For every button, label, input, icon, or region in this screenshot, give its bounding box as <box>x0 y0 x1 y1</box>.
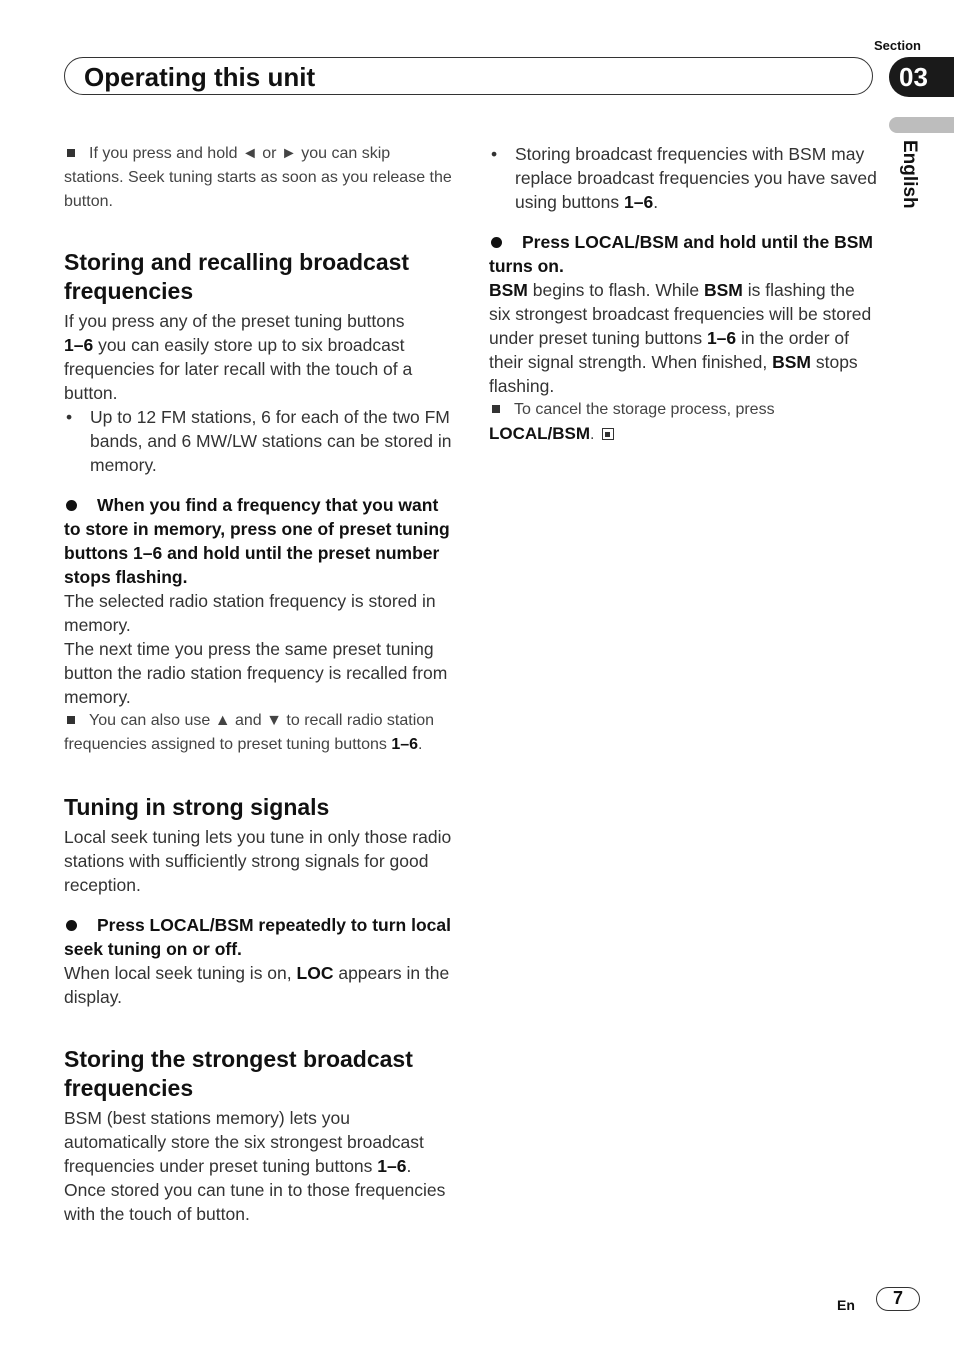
paragraph-local: Local seek tuning lets you tune in only those radio stations with sufficiently strong signals for good reception. <box>64 827 452 895</box>
bullet-fm-stations: • Up to 12 FM stations, 6 for each of the two FM bands, and 6 MW/LW stations can be stored in memory. <box>64 405 452 477</box>
note-square-icon <box>67 716 75 724</box>
paragraph-stored: The selected radio station frequency is stored in memory. <box>64 591 436 635</box>
section-number: 03 <box>899 62 928 92</box>
paragraph-bsm: BSM (best stations memory) lets you automatically store the six strongest broadcast frequencies under preset tuning buttons 1–6. Once stored you can tune in to those frequencies with the touch of button. <box>64 1108 446 1224</box>
end-mark-icon <box>602 428 614 440</box>
note-cancel: To cancel the storage process, press LOCAL/BSM. <box>489 401 775 443</box>
note-up-down: You can also use ▲ and ▼ to recall radio station frequencies assigned to preset tuning buttons 1–6. <box>64 712 435 753</box>
note-skip: If you press and hold ◄ or ► you can skip stations. Seek tuning starts as soon as you release the button. <box>64 145 452 210</box>
page-number: 7 <box>876 1287 920 1311</box>
left-column <box>64 142 452 1226</box>
page-title: Operating this unit <box>84 62 316 92</box>
step-bsm-hold: Press LOCAL/BSM and hold until the BSM turns on. <box>489 232 873 276</box>
heading-strongest: Storing the strongest broadcast frequencies <box>64 1046 413 1101</box>
step-dot-icon <box>66 920 77 931</box>
paragraph-next-time: The next time you press the same preset tuning button the radio station frequency is recalled from memory. <box>64 639 448 707</box>
bullet-bsm-replace: • Storing broadcast frequencies with BSM may replace broadcast frequencies you have saved using buttons 1–6. <box>489 142 877 214</box>
language-label: English <box>899 140 920 209</box>
footer-language-code: En <box>837 1297 855 1313</box>
right-column <box>489 142 877 447</box>
section-label: Section <box>874 38 921 53</box>
note-square-icon <box>67 149 75 157</box>
paragraph-bsm-flash: BSM begins to flash. While BSM is flashing the six strongest broadcast frequencies will be stored under preset tuning buttons 1–6 in the order of their signal strength. When finished, BSM stops flashing. <box>489 280 872 396</box>
paragraph-loc: When local seek tuning is on, LOC appears in the display. <box>64 963 450 1007</box>
heading-tuning-strong: Tuning in strong signals <box>64 794 330 820</box>
step-dot-icon <box>491 237 502 248</box>
note-square-icon <box>492 405 500 413</box>
section-badge <box>889 57 954 97</box>
step-dot-icon <box>66 500 77 511</box>
paragraph-store: If you press any of the preset tuning buttons 1–6 you can easily store up to six broadcast frequencies for later recall with the touch of a button. <box>64 311 413 403</box>
heading-store-recall: Storing and recalling broadcast frequencies <box>64 249 410 304</box>
step-find-frequency: When you find a frequency that you want to store in memory, press one of preset tuning buttons 1–6 and hold until the preset number stops flashing. <box>64 495 450 587</box>
language-tab <box>889 117 954 133</box>
page-header <box>64 57 873 95</box>
step-local-bsm: Press LOCAL/BSM repeatedly to turn local seek tuning on or off. <box>64 915 451 959</box>
